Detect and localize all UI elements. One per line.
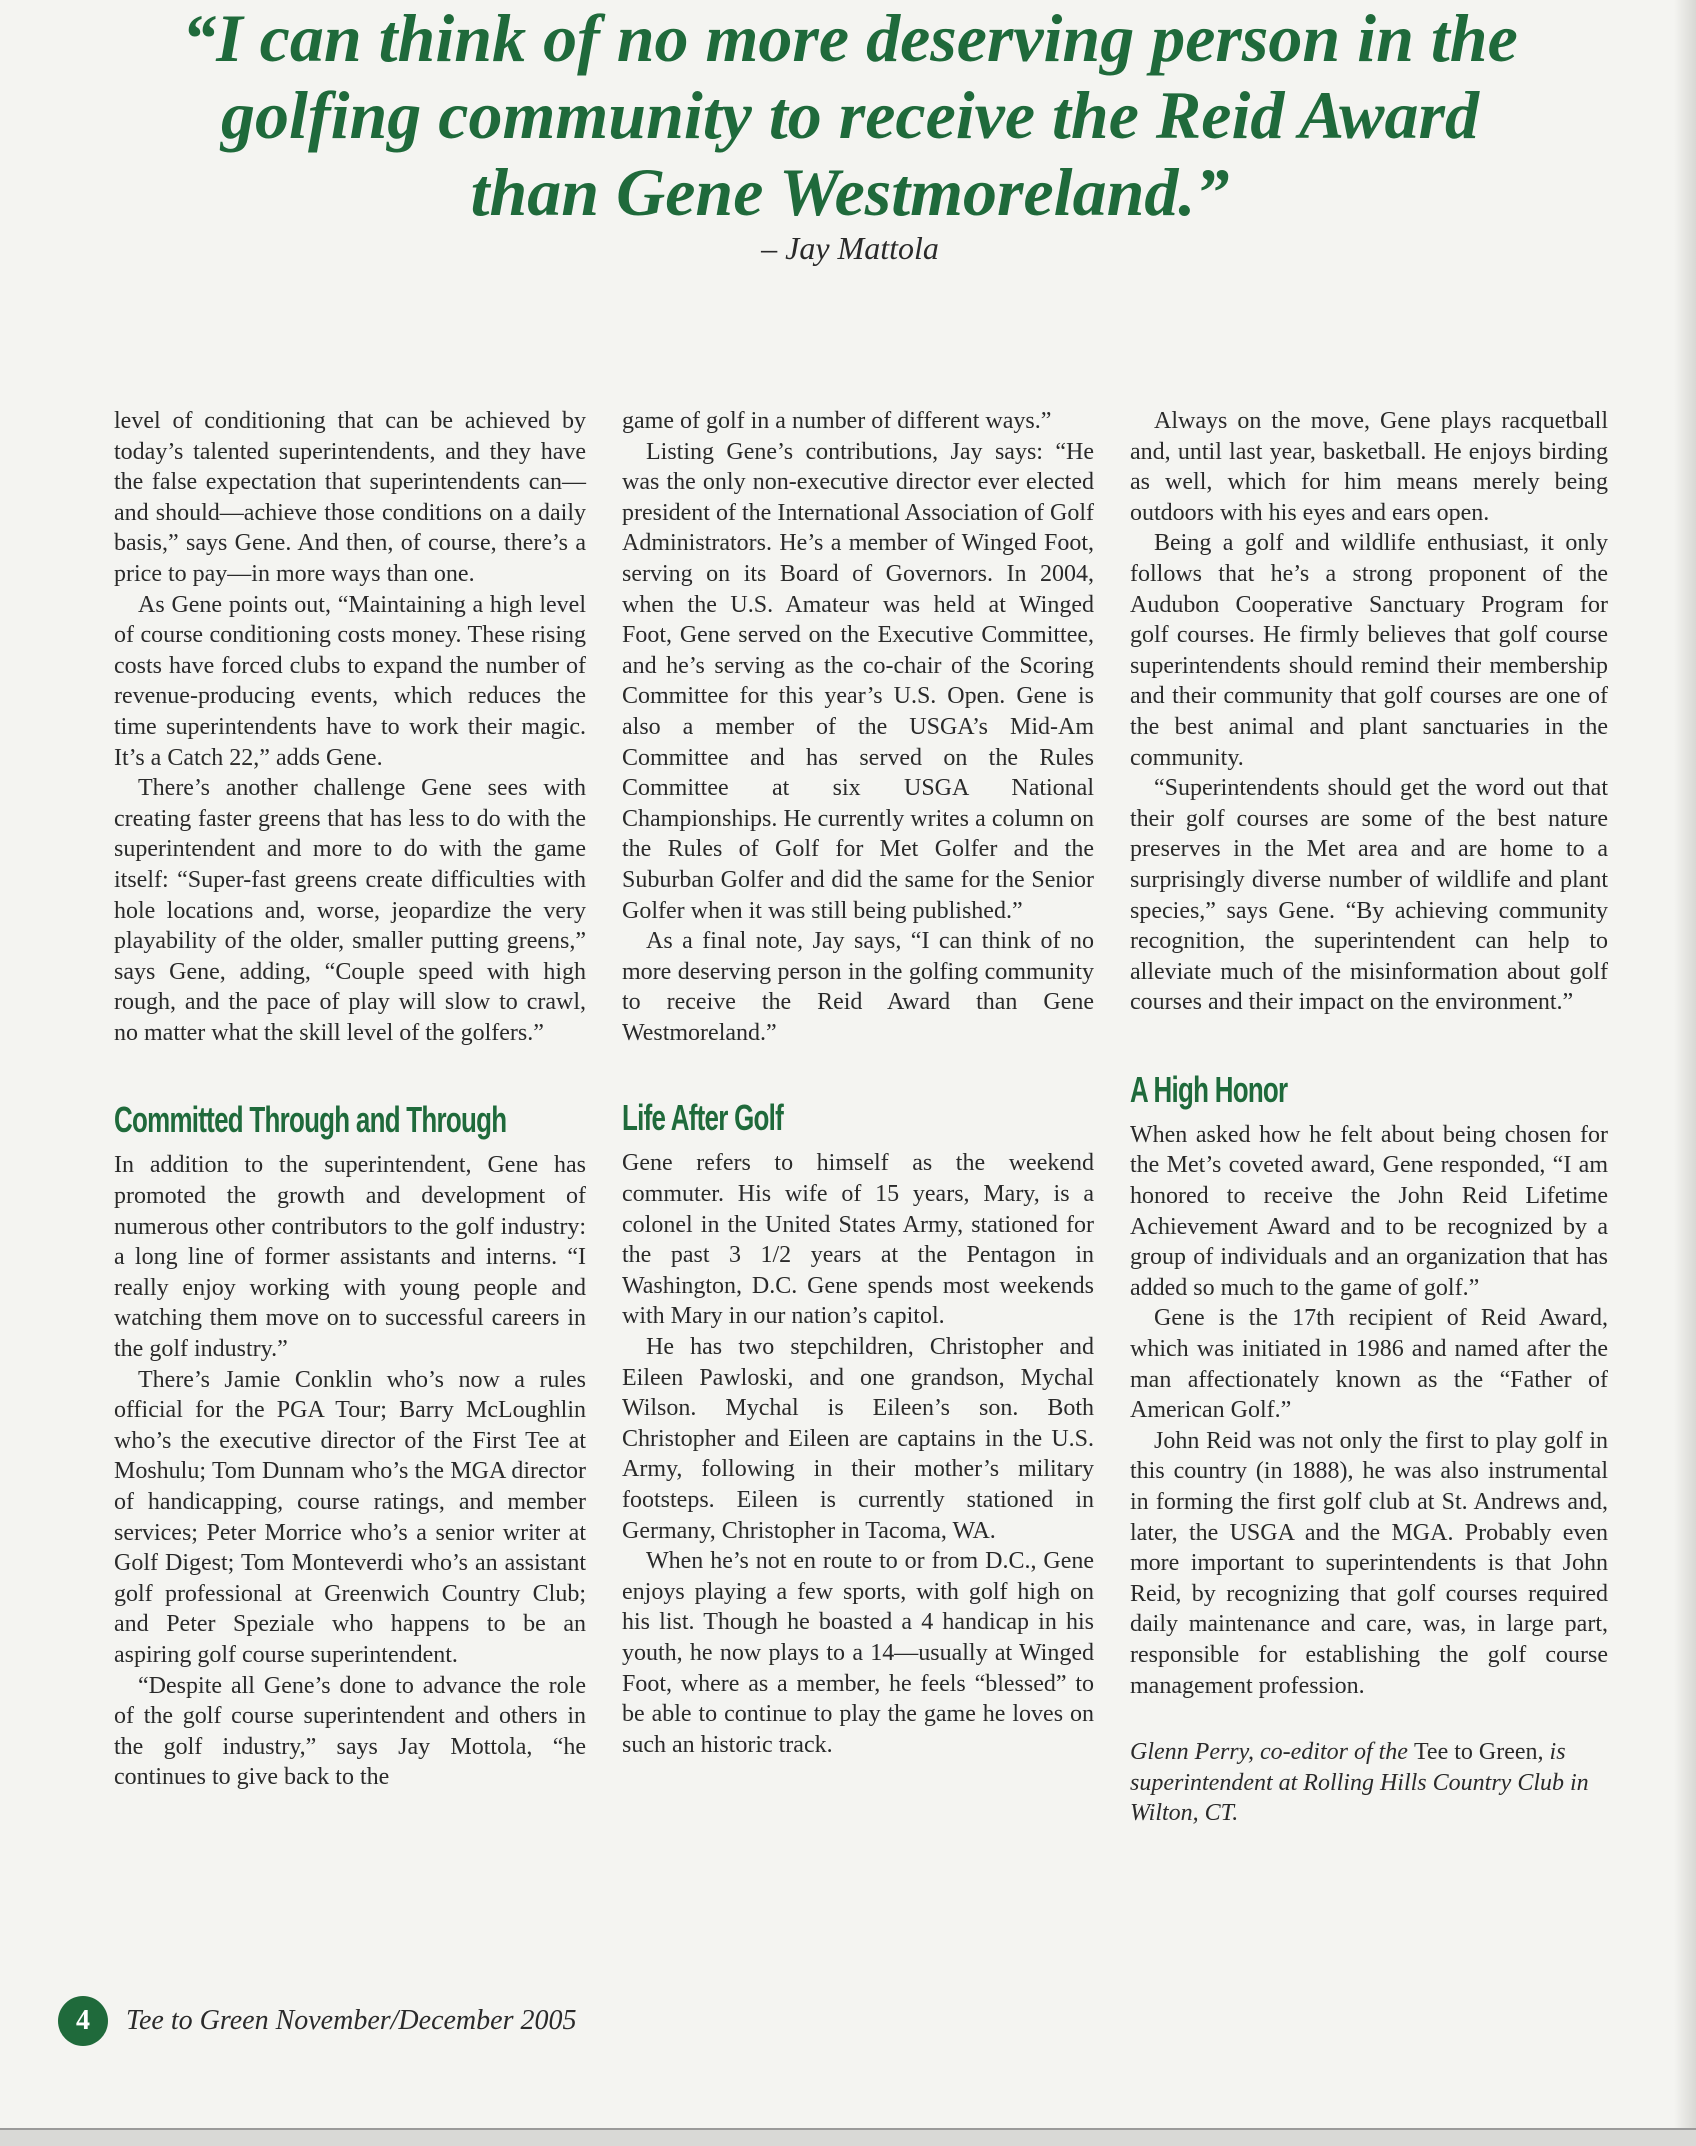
paragraph: Being a golf and wildlife enthusiast, it only follows that he’s a strong proponent of the Audubon Cooperative Sanctuary Program for golf courses. He firmly believes that golf course superintendents should remind their membership and their community that golf courses are one of the best animal and plant sanctuaries in the community. [1130,530,1608,771]
paragraph: John Reid was not only the first to play golf in this country (in 1888), he was also instrumental in forming the first golf club at St. Andrews and, later, the USGA and the MGA. Probably even more important to superintendents is that John Reid, by recognizing that golf courses required daily maintenance and care, was, in large part, responsible for establishing the golf course management profession. [1130,1427,1608,1699]
article-column-2 [622,406,1094,1760]
page-number-badge: 4 [58,1996,108,2046]
page-edge-shadow [1674,0,1696,2144]
paragraph: As a final note, Jay says, “I can think of no more deserving person in the golfing community to receive the Reid Award than Gene Westmoreland.” [622,928,1094,1046]
paragraph: When he’s not en route to or from D.C., Gene enjoys playing a few sports, with golf high on his list. Though he boasted a 4 handicap in his youth, he now plays to a 14—usually at Winged Foot, where as a member, he feels “blessed” to be able to continue to play the game he loves on such an historic track. [622,1548,1094,1758]
section-heading-life-after-golf: Life After Golf [622,1097,784,1139]
paragraph: Gene is the 17th recipient of Reid Award, which was initiated in 1986 and named after the man affectionately known as the “Father of American Golf.” [1130,1305,1608,1424]
paragraph: He has two stepchildren, Christopher and Eileen Pawloski, and one grandson, Mychal Wilson. Mychal is Eileen’s son. Both Christopher and Eileen are captains in the U.S. Army, following in their mother’s military footsteps. Eileen is currently stationed in Germany, Christopher in Tacoma, WA. [622,1334,1094,1544]
paragraph: level of conditioning that can be achieved by today’s talented superintendents, and they have the false expectation that superintendents can—and should—achieve those conditions on a daily basis,” says Gene. And then, of course, there’s a price to pay—in more ways than one. [114,408,586,587]
author-note [1130,1737,1608,1829]
paragraph: Always on the move, Gene plays racquetball and, until last year, basketball. He enjoys birding as well, which for him means merely being outdoors with his eyes and ears open. [1130,408,1608,526]
author-note-text: Glenn Perry, co-editor of the [1130,1739,1414,1766]
section-heading-committed: Committed Through and Through [114,1099,507,1141]
page-footer [58,1996,576,2046]
author-note-text: , is superintendent at Rolling Hills Country Club in Wilton, CT. [1130,1739,1589,1827]
section-heading-high-honor: A High Honor [1130,1068,1288,1110]
scan-bottom-edge [0,2128,1696,2146]
paragraph: There’s another challenge Gene sees with creating faster greens that has less to do with the superintendent and more to do with the game itself: “Super-fast greens create difficulties with hole locations and, worse, jeopardize the very playability of the older, smaller putting greens,” says Gene, adding, “Couple speed with high rough, and the pace of play will slow to crawl, no matter what the skill level of the golfers.” [114,775,586,1046]
paragraph: “Superintendents should get the word out that their golf courses are some of the best nature preserves in the Met area and are home to a surprisingly diverse number of wildlife and plant species,” says Gene. “By achieving community recognition, the superintendent can help to alleviate much of the misinformation about golf courses and their impact on the environment.” [1130,775,1608,1016]
publication-name: Tee to Green [1413,1739,1538,1766]
paragraph: Listing Gene’s contributions, Jay says: “He was the only non-executive director ever elected president of the International Association of Golf Administrators. He’s a member of Winged Foot, serving on its Board of Governors. In 2004, when the U.S. Amateur was held at Winged Foot, Gene served on the Executive Committee, and he’s serving as the co-chair of the Scoring Committee for this year’s U.S. Open. Gene is also a member of the USGA’s Mid-Am Committee and has served on the Rules Committee at six USGA National Championships. He currently writes a column on the Rules of Golf for Met Golfer and the Suburban Golfer and did the same for the Senior Golfer when it was still being published.” [622,438,1094,924]
paragraph: As Gene points out, “Maintaining a high level of course conditioning costs money. These rising costs have forced clubs to expand the number of revenue-producing events, which reduces the time superintendents have to work their magic. It’s a Catch 22,” adds Gene. [114,591,586,771]
publication-issue: Tee to Green November/December 2005 [126,2005,577,2036]
quote-attribution: – Jay Mattola [761,230,939,266]
paragraph: When asked how he felt about being chosen for the Met’s coveted award, Gene responded, “I am honored to receive the John Reid Lifetime Achievement Award and to be recognized by a group of individuals and an organization that has added so much to the game of golf.” [1130,1121,1608,1301]
paragraph: Gene refers to himself as the weekend commuter. His wife of 15 years, Mary, is a colonel in the United States Army, stationed for the past 3 1/2 years at the Pentagon in Washington, D.C. Gene spends most weekends with Mary in our nation’s capitol. [622,1150,1094,1330]
paragraph: In addition to the superintendent, Gene has promoted the growth and development of numerous other contributors to the golf industry: a long line of former assistants and interns. “I really enjoy working with young people and watching them move on to successful careers in the golf industry.” [114,1152,586,1363]
paragraph: game of golf in a number of different ways.” [622,408,1052,434]
paragraph: “Despite all Gene’s done to advance the role of the golf course superintendent and others in the golf industry,” says Jay Mottola, “he continues to give back to the [114,1672,586,1791]
paragraph: There’s Jamie Conklin who’s now a rules official for the PGA Tour; Barry McLoughlin who’s the executive director of the First Tee at Moshulu; Tom Dunnam who’s the MGA director of handicapping, course ratings, and member services; Peter Morrice who’s a senior writer at Golf Digest; Tom Monteverdi who’s an assistant golf professional at Greenwich Country Club; and Peter Speziale who happens to be an aspiring golf course superintendent. [114,1366,586,1668]
pull-quote: “I can think of no more deserving person in the golfing community to receive the Reid Award than Gene Westmoreland.” [182,0,1518,230]
article-column-3 [1130,406,1608,1829]
article-column-1 [114,406,586,1793]
